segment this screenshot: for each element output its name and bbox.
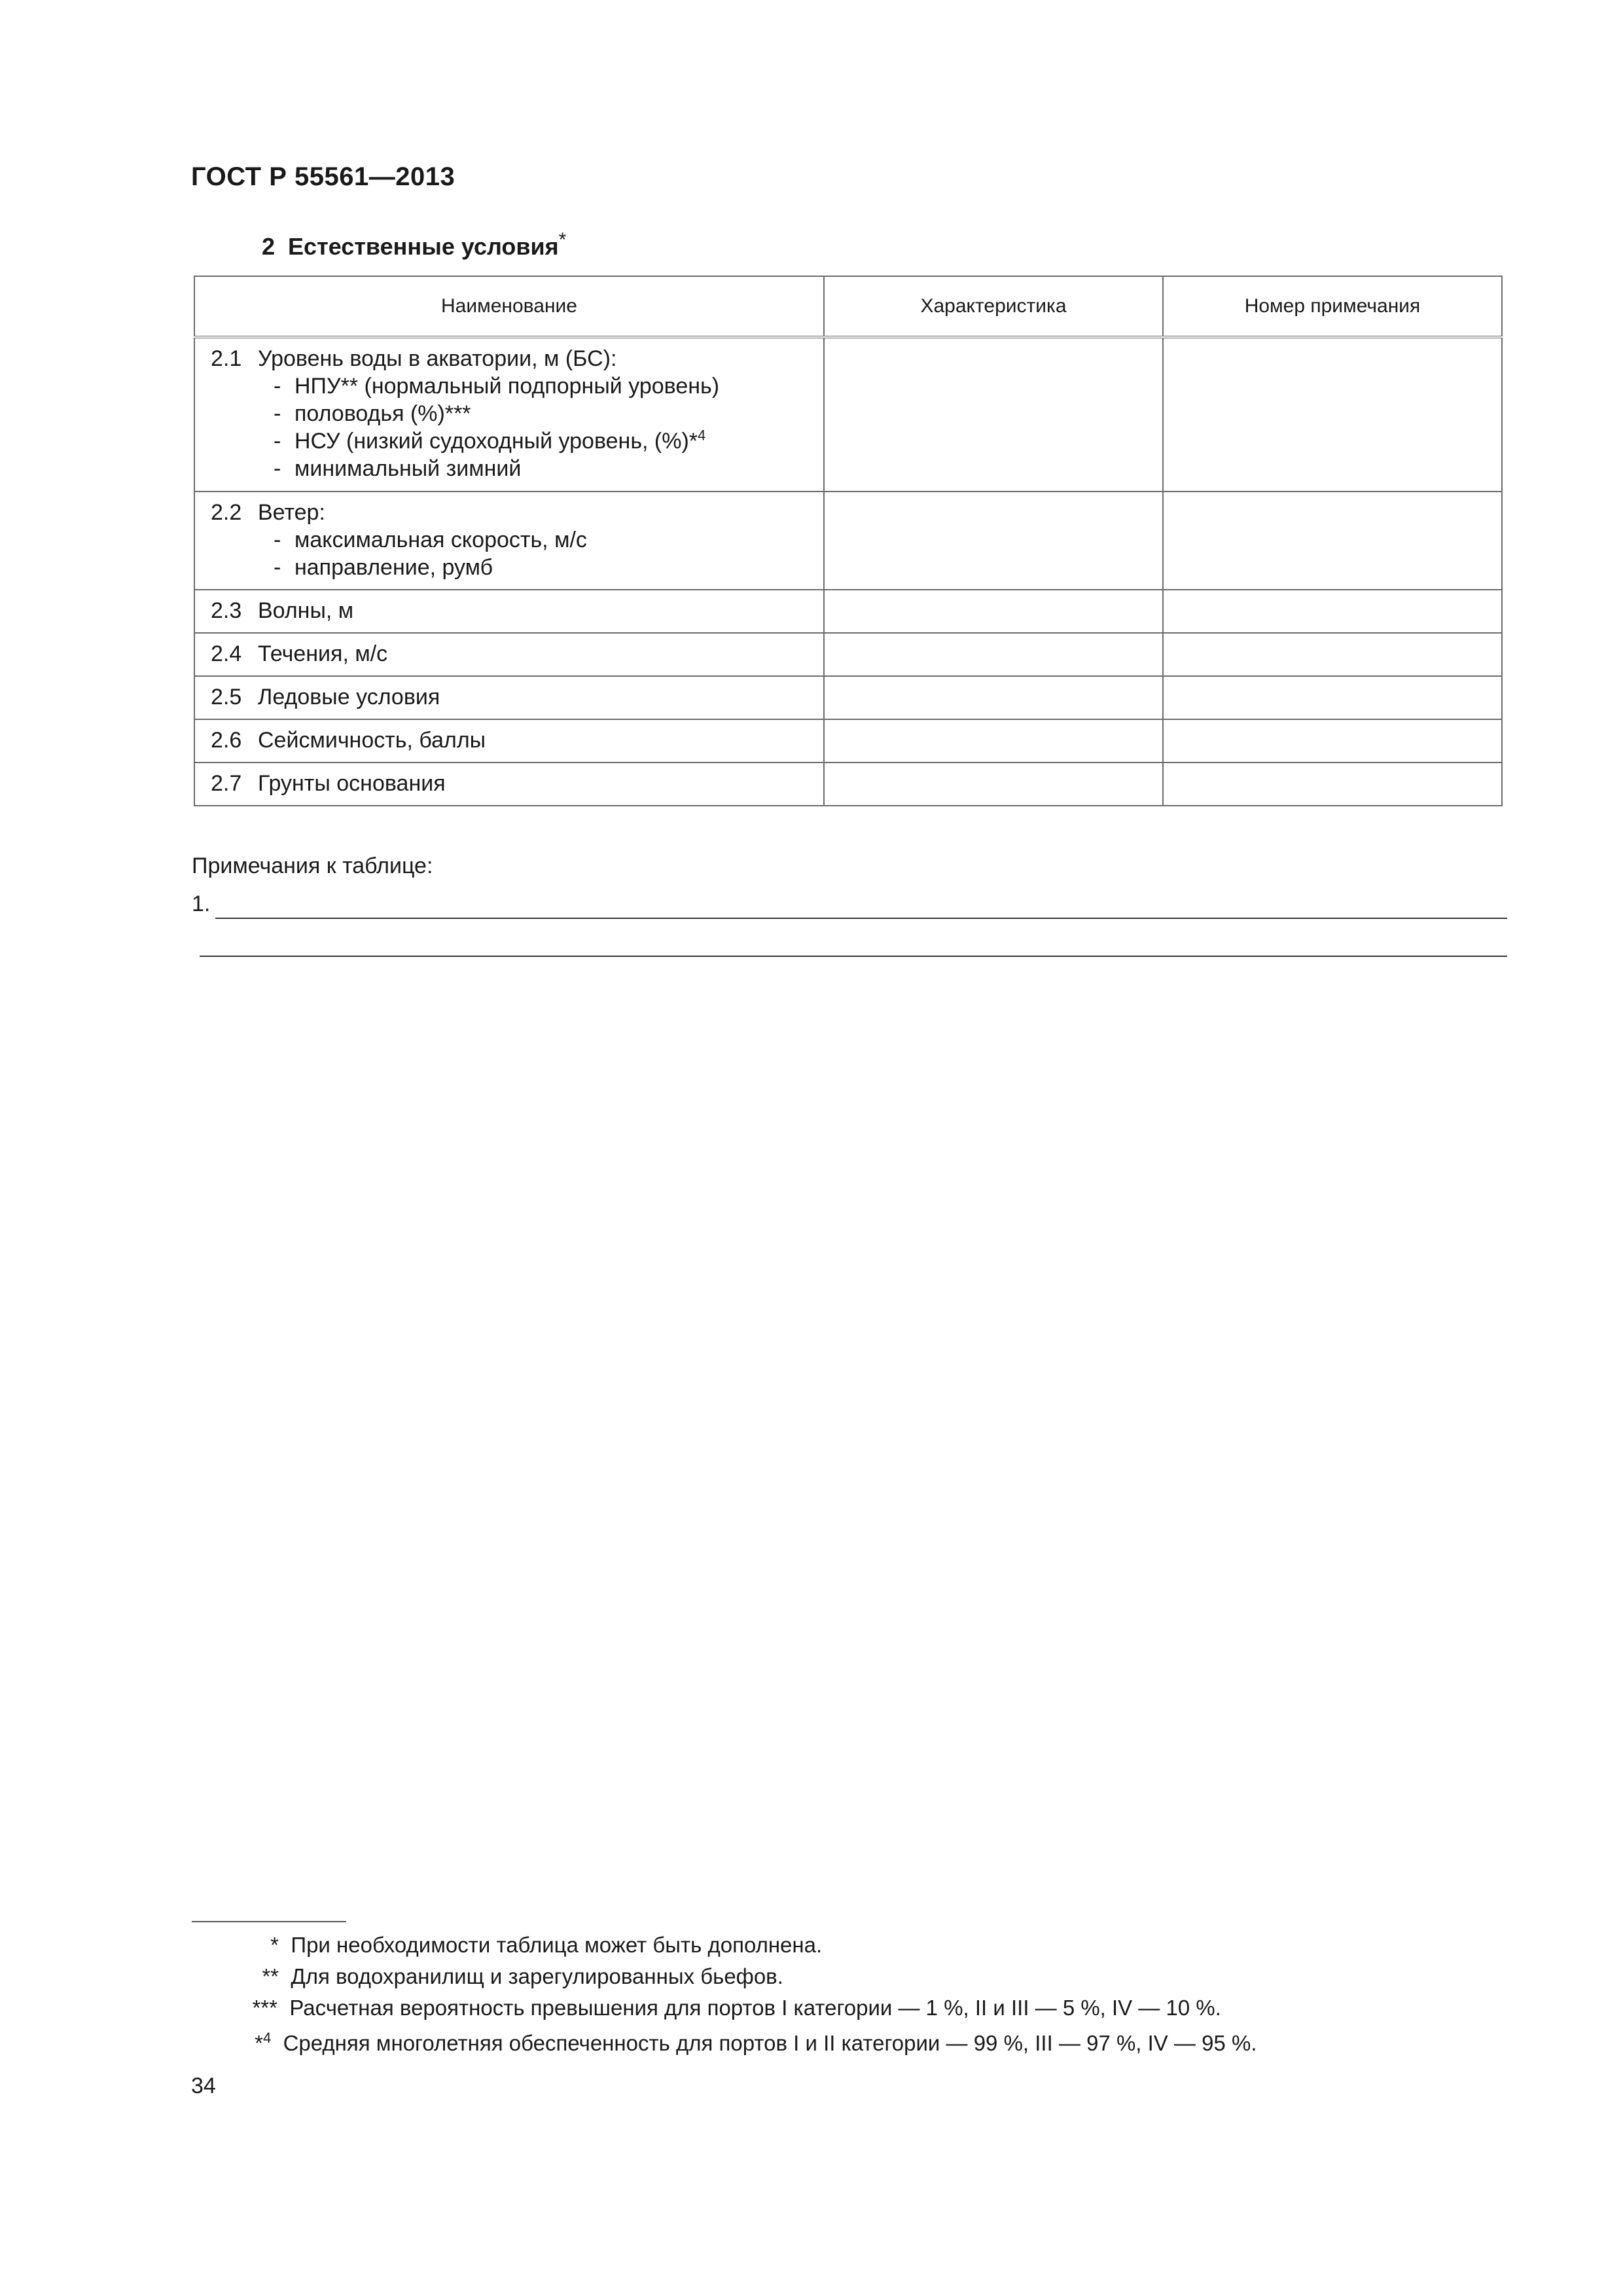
row-name-cell: [194, 676, 824, 719]
characteristic-cell: [824, 676, 1163, 719]
characteristic-cell: [824, 633, 1163, 676]
footnote-item: [253, 1962, 783, 1991]
footnote-text: Для водохранилищ и зарегулированных бьефов.: [291, 1964, 783, 1988]
row-name-cell: 2.1 Уровень воды в акватории, м (БС): - НПУ** (нормальный подпорный уровень) - половодья (%)*** - НСУ (низкий судоходный уровень, (%)*$^4$ - минимальный зимний: [194, 337, 824, 492]
row-label: Ледовые условия: [258, 685, 440, 709]
footnote-text: Средняя многолетняя обеспеченность для портов I и II категории — 99 %, III — 97 %, IV — 95 %.: [283, 2031, 1257, 2055]
section-title-text: Естественные условия: [288, 233, 559, 260]
note-number-cell: [1163, 492, 1502, 590]
footnote-marker: *: [270, 1933, 279, 1957]
note-number-cell: [1163, 719, 1502, 762]
note-number-cell: [1163, 676, 1502, 719]
row-subitem-superscript: 4: [698, 427, 706, 444]
note-number-cell: [1163, 337, 1502, 492]
row-name-cell: [194, 719, 824, 762]
page-number: 34: [191, 2073, 216, 2098]
table-row: [194, 492, 1502, 590]
footnote-separator: [192, 1921, 346, 1922]
column-header-characteristic: Характеристика: [824, 276, 1163, 337]
row-number: 2.5: [211, 685, 242, 709]
row-name-cell: 2.2 Ветер: - максимальная скорость, м/с - направление, румб: [194, 492, 824, 590]
note-number-cell: [1163, 762, 1502, 806]
row-number: 2.6: [211, 728, 242, 753]
row-label: Сейсмичность, баллы: [258, 728, 486, 753]
characteristic-cell: [824, 590, 1163, 633]
row-subitem: минимальный зимний: [294, 456, 522, 481]
footnote-marker: **: [262, 1964, 279, 1988]
characteristic-cell: [824, 337, 1163, 492]
row-label: Уровень воды в акватории, м (БС):: [258, 346, 617, 371]
table-row: [194, 719, 1502, 762]
section-title: [262, 229, 567, 260]
row-label: Грунты основания: [258, 771, 446, 796]
row-name-cell: [194, 633, 824, 676]
table-note-number: 1.: [192, 891, 211, 916]
note-blank-line: [200, 956, 1507, 957]
table-note-entry: [192, 891, 1507, 920]
row-label: Волны, м: [258, 598, 354, 623]
note-blank-line: [215, 918, 1507, 919]
natural-conditions-table: [194, 276, 1503, 806]
document-standard-header: ГОСТ Р 55561—2013: [191, 162, 455, 191]
footnote-text: При необходимости таблица может быть дополнена.: [291, 1933, 823, 1957]
characteristic-cell: [824, 719, 1163, 762]
column-header-note-number: Номер примечания: [1163, 276, 1502, 337]
row-number: 2.7: [211, 771, 242, 796]
row-subitem: половодья (%)***: [294, 401, 471, 426]
section-number: 2: [262, 233, 276, 260]
row-subitem: максимальная скорость, м/с: [294, 528, 587, 552]
row-label: Течения, м/с: [258, 641, 388, 666]
table-row: [194, 337, 1502, 492]
row-subitem: направление, румб: [294, 555, 493, 580]
row-name-cell: [194, 762, 824, 806]
row-subitem: НСУ (низкий судоходный уровень, (%)*: [294, 429, 698, 454]
note-number-cell: [1163, 590, 1502, 633]
footnote-item: [245, 1994, 1221, 2022]
table-header-row: [194, 276, 1502, 337]
footnote-text: Расчетная вероятность превышения для портов I категории — 1 %, II и III — 5 %, IV — 10 %.: [289, 1996, 1221, 2020]
table-row: [194, 676, 1502, 719]
table-row: [194, 762, 1502, 806]
footnote-marker: ***: [252, 1996, 277, 2020]
column-header-name: Наименование: [194, 276, 824, 337]
row-number: 2.1: [211, 346, 242, 371]
characteristic-cell: [824, 492, 1163, 590]
characteristic-cell: [824, 762, 1163, 806]
row-label: Ветер:: [258, 500, 325, 525]
row-number: 2.2: [211, 500, 242, 525]
row-number: 2.4: [211, 641, 242, 666]
row-name-cell: [194, 590, 824, 633]
footnote-marker-superscript: 4: [263, 2030, 272, 2046]
section-title-marker: *: [558, 229, 567, 251]
footnote-item: [247, 2029, 1257, 2058]
row-number: 2.3: [211, 598, 242, 623]
table-row: [194, 590, 1502, 633]
table-row: [194, 633, 1502, 676]
note-number-cell: [1163, 633, 1502, 676]
footnote-item: [259, 1931, 822, 1960]
row-subitem: НПУ** (нормальный подпорный уровень): [294, 374, 720, 399]
table-notes-label: Примечания к таблице:: [192, 853, 433, 878]
footnote-marker: *: [255, 2031, 263, 2055]
